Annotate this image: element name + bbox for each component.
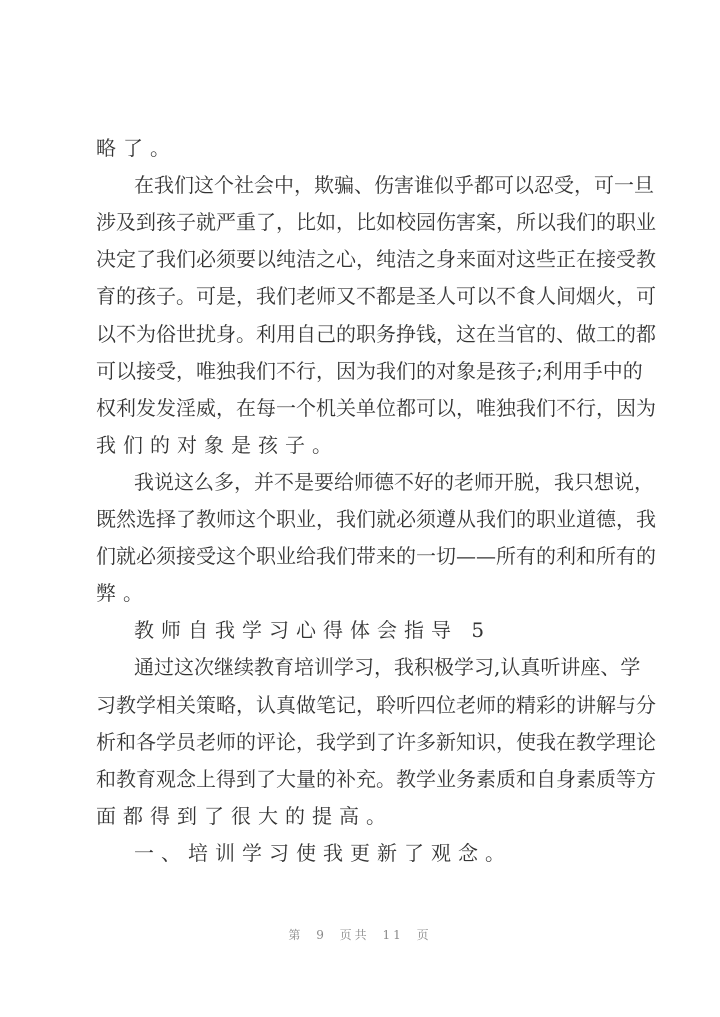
text-line: 决定了我们必须要以纯洁之心，纯洁之身来面对这些正在接受教 [96, 247, 656, 272]
text-line: 略了。 [96, 136, 177, 160]
text-line: 教师自我学习心得体会指导 5 [134, 618, 492, 643]
text-line: 育的孩子。可是，我们老师又不都是圣人可以不食人间烟火，可 [96, 284, 656, 309]
text-line: 析和各学员老师的评论，我学到了许多新知识，使我在教学理论 [96, 729, 656, 754]
text-line: 们就必须接受这个职业给我们带来的一切——所有的利和所有的 [96, 544, 656, 569]
text-line: 我说这么多，并不是要给师德不好的老师开脱，我只想说， [134, 469, 654, 494]
text-line: 弊。 [96, 581, 150, 606]
text-line: 和教育观念上得到了大量的补充。教学业务素质和自身素质等方 [96, 766, 656, 791]
text-line: 既然选择了教师这个职业，我们就必须遵从我们的职业道德，我 [96, 507, 656, 531]
text-line: 可以接受，唯独我们不行，因为我们的对象是孩子;利用手中的 [96, 358, 643, 383]
text-line: 通过这次继续教育培训学习，我积极学习,认真听讲座、学 [134, 655, 641, 680]
text-line: 我们的对象是孩子。 [96, 432, 339, 457]
text-line: 以不为俗世扰身。利用自己的职务挣钱，这在当官的、做工的都 [96, 321, 656, 346]
text-line: 在我们这个社会中，欺骗、伤害谁似乎都可以忍受，可一旦 [134, 173, 654, 198]
text-line: 面都得到了很大的提高。 [96, 803, 393, 828]
page-footer: 第 9 页共 11 页 [288, 928, 432, 942]
text-line: 权利发发淫威，在每一个机关单位都可以，唯独我们不行，因为 [96, 395, 656, 420]
text-line: 习教学相关策略，认真做笔记，聆听四位老师的精彩的讲解与分 [96, 692, 656, 717]
text-line: 涉及到孩子就严重了，比如，比如校园伤害案，所以我们的职业 [96, 210, 656, 235]
text-line: 一、培训学习使我更新了观念。 [134, 840, 512, 865]
